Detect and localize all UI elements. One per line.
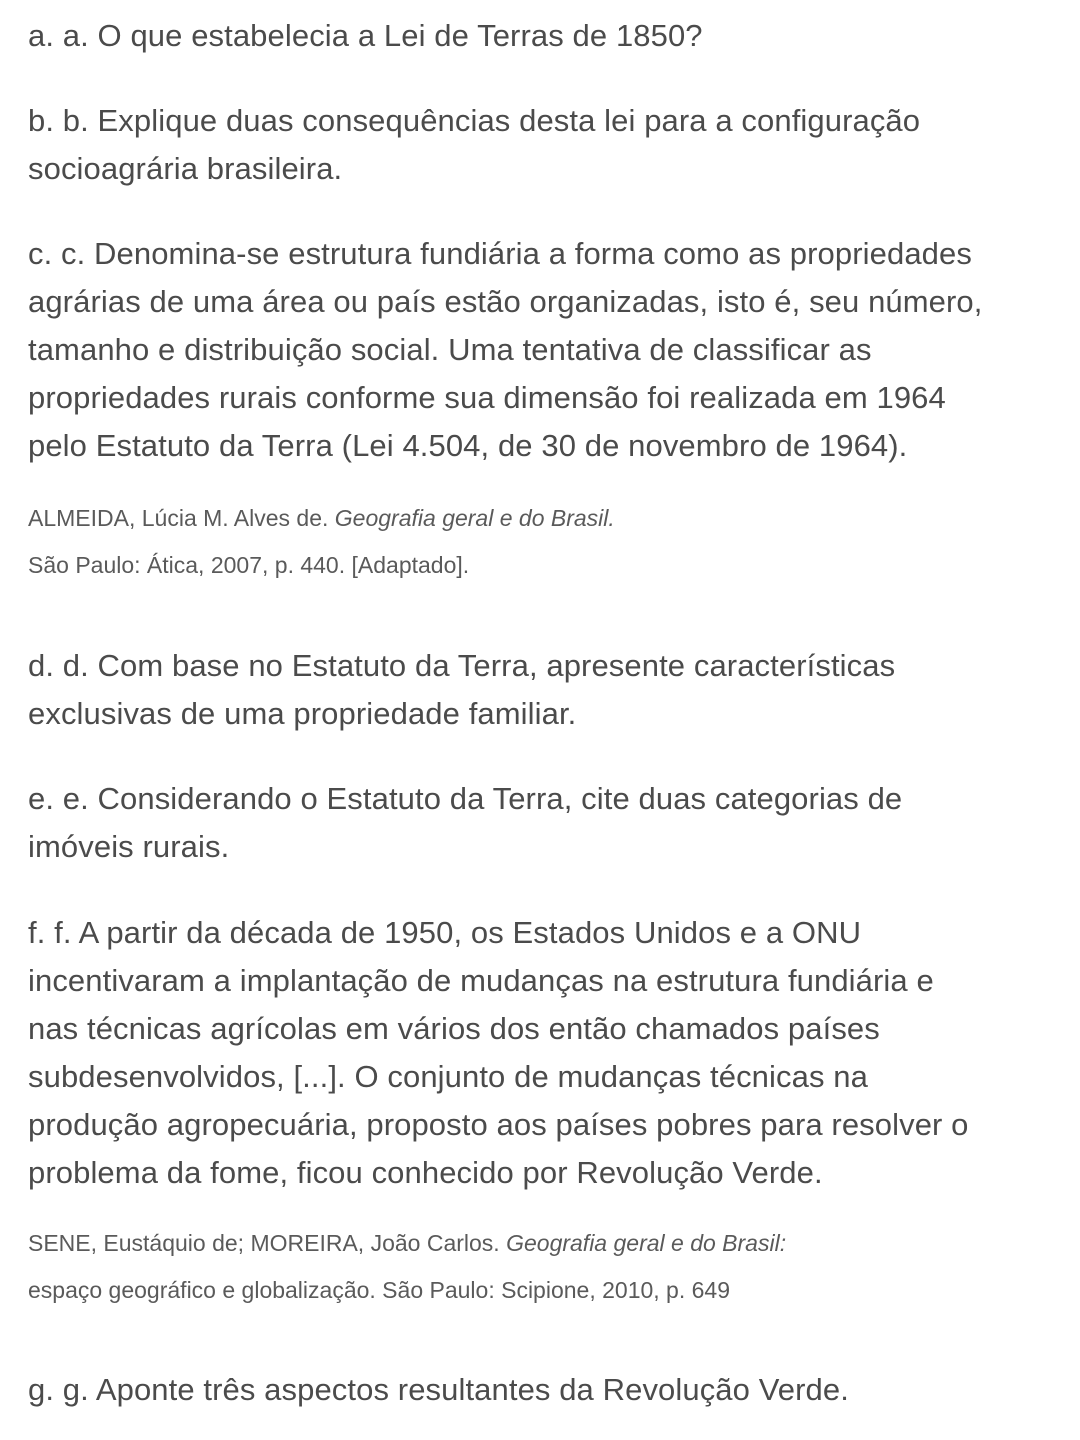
question-f-line-5: produção agropecuária, proposto aos países pobres para resolver o [28, 1107, 969, 1142]
question-f-line-6: problema da fome, ficou conhecido por Revolução Verde. [28, 1155, 823, 1190]
question-f-line-4: subdesenvolvidos, [...]. O conjunto de mudanças técnicas na [28, 1059, 868, 1094]
question-b-line-1: b. b. Explique duas consequências desta lei para a configuração [28, 103, 921, 138]
citation-almeida-line-1 [28, 495, 615, 542]
citation-sene-author: SENE, Eustáquio de; MOREIRA, João Carlos. [28, 1230, 507, 1256]
question-d [28, 642, 895, 738]
citation-sene [28, 1220, 786, 1314]
question-b [28, 97, 920, 193]
question-g [28, 1366, 849, 1414]
question-c-line-3: tamanho e distribuição social. Uma tentativa de classificar as [28, 332, 872, 367]
question-e-line-2: imóveis rurais. [28, 829, 230, 864]
citation-almeida [28, 495, 615, 589]
question-f-line-2: incentivaram a implantação de mudanças na estrutura fundiária e [28, 963, 934, 998]
question-c-line-4: propriedades rurais conforme sua dimensão foi realizada em 1964 [28, 380, 946, 415]
citation-sene-title: Geografia geral e do Brasil: [506, 1230, 787, 1256]
citation-almeida-line-2: São Paulo: Ática, 2007, p. 440. [Adaptado]. [28, 552, 470, 578]
citation-sene-line-2: espaço geográfico e globalização. São Paulo: Scipione, 2010, p. 649 [28, 1277, 731, 1303]
question-d-line-1: d. d. Com base no Estatuto da Terra, apresente características [28, 648, 896, 683]
question-a [28, 12, 703, 60]
question-e [28, 775, 902, 871]
question-c [28, 230, 983, 470]
question-f-line-3: nas técnicas agrícolas em vários dos então chamados países [28, 1011, 880, 1046]
citation-almeida-author: ALMEIDA, Lúcia M. Alves de. [28, 505, 335, 531]
question-e-line-1: e. e. Considerando o Estatuto da Terra, cite duas categorias de [28, 781, 903, 816]
question-f [28, 909, 969, 1197]
question-f-line-1: f. f. A partir da década de 1950, os Estados Unidos e a ONU [28, 915, 862, 950]
question-c-line-1: c. c. Denomina-se estrutura fundiária a forma como as propriedades [28, 236, 972, 271]
question-g-text: g. g. Aponte três aspectos resultantes da Revolução Verde. [28, 1372, 849, 1407]
question-c-line-5: pelo Estatuto da Terra (Lei 4.504, de 30 de novembro de 1964). [28, 428, 908, 463]
question-a-text: a. a. O que estabelecia a Lei de Terras de 1850? [28, 18, 703, 53]
citation-sene-line-1 [28, 1220, 786, 1267]
question-d-line-2: exclusivas de uma propriedade familiar. [28, 696, 577, 731]
citation-almeida-title: Geografia geral e do Brasil. [334, 505, 615, 531]
question-b-line-2: socioagrária brasileira. [28, 151, 343, 186]
question-c-line-2: agrárias de uma área ou país estão organizadas, isto é, seu número, [28, 284, 983, 319]
